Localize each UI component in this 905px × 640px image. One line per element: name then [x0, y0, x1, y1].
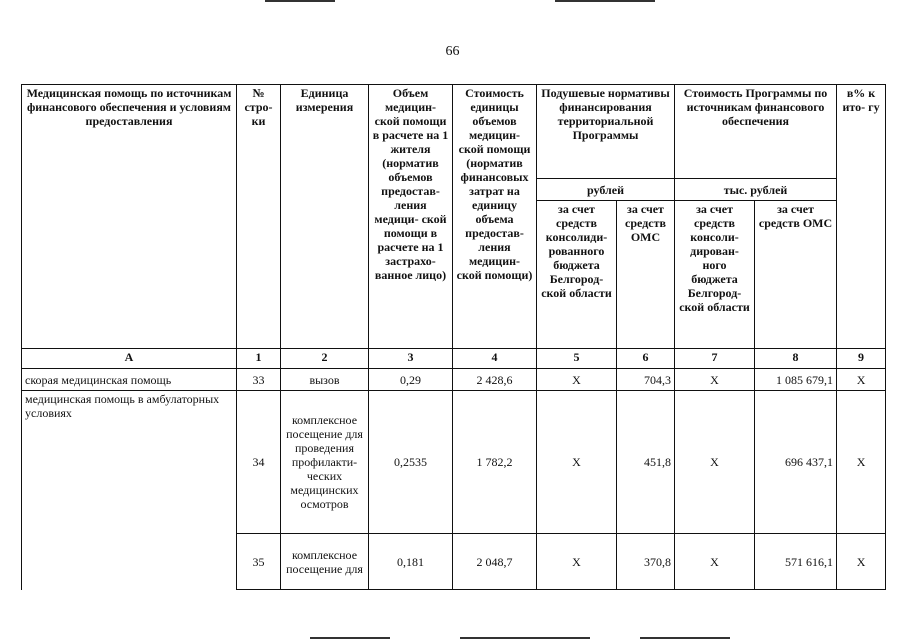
col-number: 3 [369, 349, 453, 369]
row-line-number: 34 [237, 391, 281, 534]
row-unit-cost: 1 782,2 [453, 391, 537, 534]
row-unit: вызов [281, 369, 369, 391]
col-number: А [22, 349, 237, 369]
row-percent: Х [837, 534, 886, 590]
header-per-capita-norms: Подушевые нормативы финансирования территориальной Программы [537, 85, 675, 179]
header-unit-rubles: рублей [537, 179, 675, 201]
table-row [22, 369, 886, 391]
row-percent: Х [837, 391, 886, 534]
header-category: Медицинская помощь по источникам финансового обеспечения и условиям предоставления [22, 85, 237, 349]
col-number: 1 [237, 349, 281, 369]
row-unit: комплексное посещение для [281, 534, 369, 590]
row-cost-budget: Х [675, 369, 755, 391]
header-volume: Объем медицин- ской помощи в расчете на 1 жителя (норматив объемов предостав- ления медици- ской помощи в расчете на 1 застрахо- ванное лицо) [369, 85, 453, 349]
row-cost-budget: Х [675, 391, 755, 534]
row-line-number: 35 [237, 534, 281, 590]
col-number: 7 [675, 349, 755, 369]
header-line-number: № стро- ки [237, 85, 281, 349]
row-norm-budget: Х [537, 391, 617, 534]
page-number: 66 [445, 44, 460, 59]
row-norm-oms: 704,3 [617, 369, 675, 391]
scan-mark [555, 0, 655, 2]
col-number: 4 [453, 349, 537, 369]
header-cost-oms: за счет средств ОМС [755, 201, 837, 349]
row-category: медицинская помощь в амбулаторных условиях [22, 391, 237, 590]
col-number: 2 [281, 349, 369, 369]
row-unit-cost: 2 048,7 [453, 534, 537, 590]
col-number: 5 [537, 349, 617, 369]
header-program-cost: Стоимость Программы по источникам финансового обеспечения [675, 85, 837, 179]
header-unit: Единица измерения [281, 85, 369, 349]
col-number: 8 [755, 349, 837, 369]
row-volume: 0,2535 [369, 391, 453, 534]
row-cost-budget: Х [675, 534, 755, 590]
header-cost-budget: за счет средств консоли- дирован- ного бюджета Белгород- ской области [675, 201, 755, 349]
row-norm-budget: Х [537, 534, 617, 590]
row-volume: 0,181 [369, 534, 453, 590]
row-category: скорая медицинская помощь [22, 369, 237, 391]
row-cost-oms: 696 437,1 [755, 391, 837, 534]
table-row [22, 391, 886, 534]
row-cost-oms: 571 616,1 [755, 534, 837, 590]
header-norm-budget: за счет средств консолиди- рованного бюджета Белгород- ской области [537, 201, 617, 349]
row-norm-oms: 451,8 [617, 391, 675, 534]
scan-mark [265, 0, 335, 2]
col-number: 9 [837, 349, 886, 369]
header-norm-oms: за счет средств ОМС [617, 201, 675, 349]
financing-table [21, 84, 886, 590]
scan-mark [460, 637, 590, 639]
scan-mark [310, 637, 390, 639]
row-norm-oms: 370,8 [617, 534, 675, 590]
row-unit-cost: 2 428,6 [453, 369, 537, 391]
row-cost-oms: 1 085 679,1 [755, 369, 837, 391]
row-norm-budget: Х [537, 369, 617, 391]
row-line-number: 33 [237, 369, 281, 391]
header-percent: в% к ито- гу [837, 85, 886, 349]
row-volume: 0,29 [369, 369, 453, 391]
header-unit-cost: Стоимость единицы объемов медицин- ской помощи (норматив финансовых затрат на единицу объема предостав- ления медицин- ской помощи) [453, 85, 537, 349]
col-number: 6 [617, 349, 675, 369]
scan-mark [640, 637, 730, 639]
row-unit: комплексное посещение для проведения профилакти- ческих медицинских осмотров [281, 391, 369, 534]
header-unit-thousand-rubles: тыс. рублей [675, 179, 837, 201]
row-percent: Х [837, 369, 886, 391]
